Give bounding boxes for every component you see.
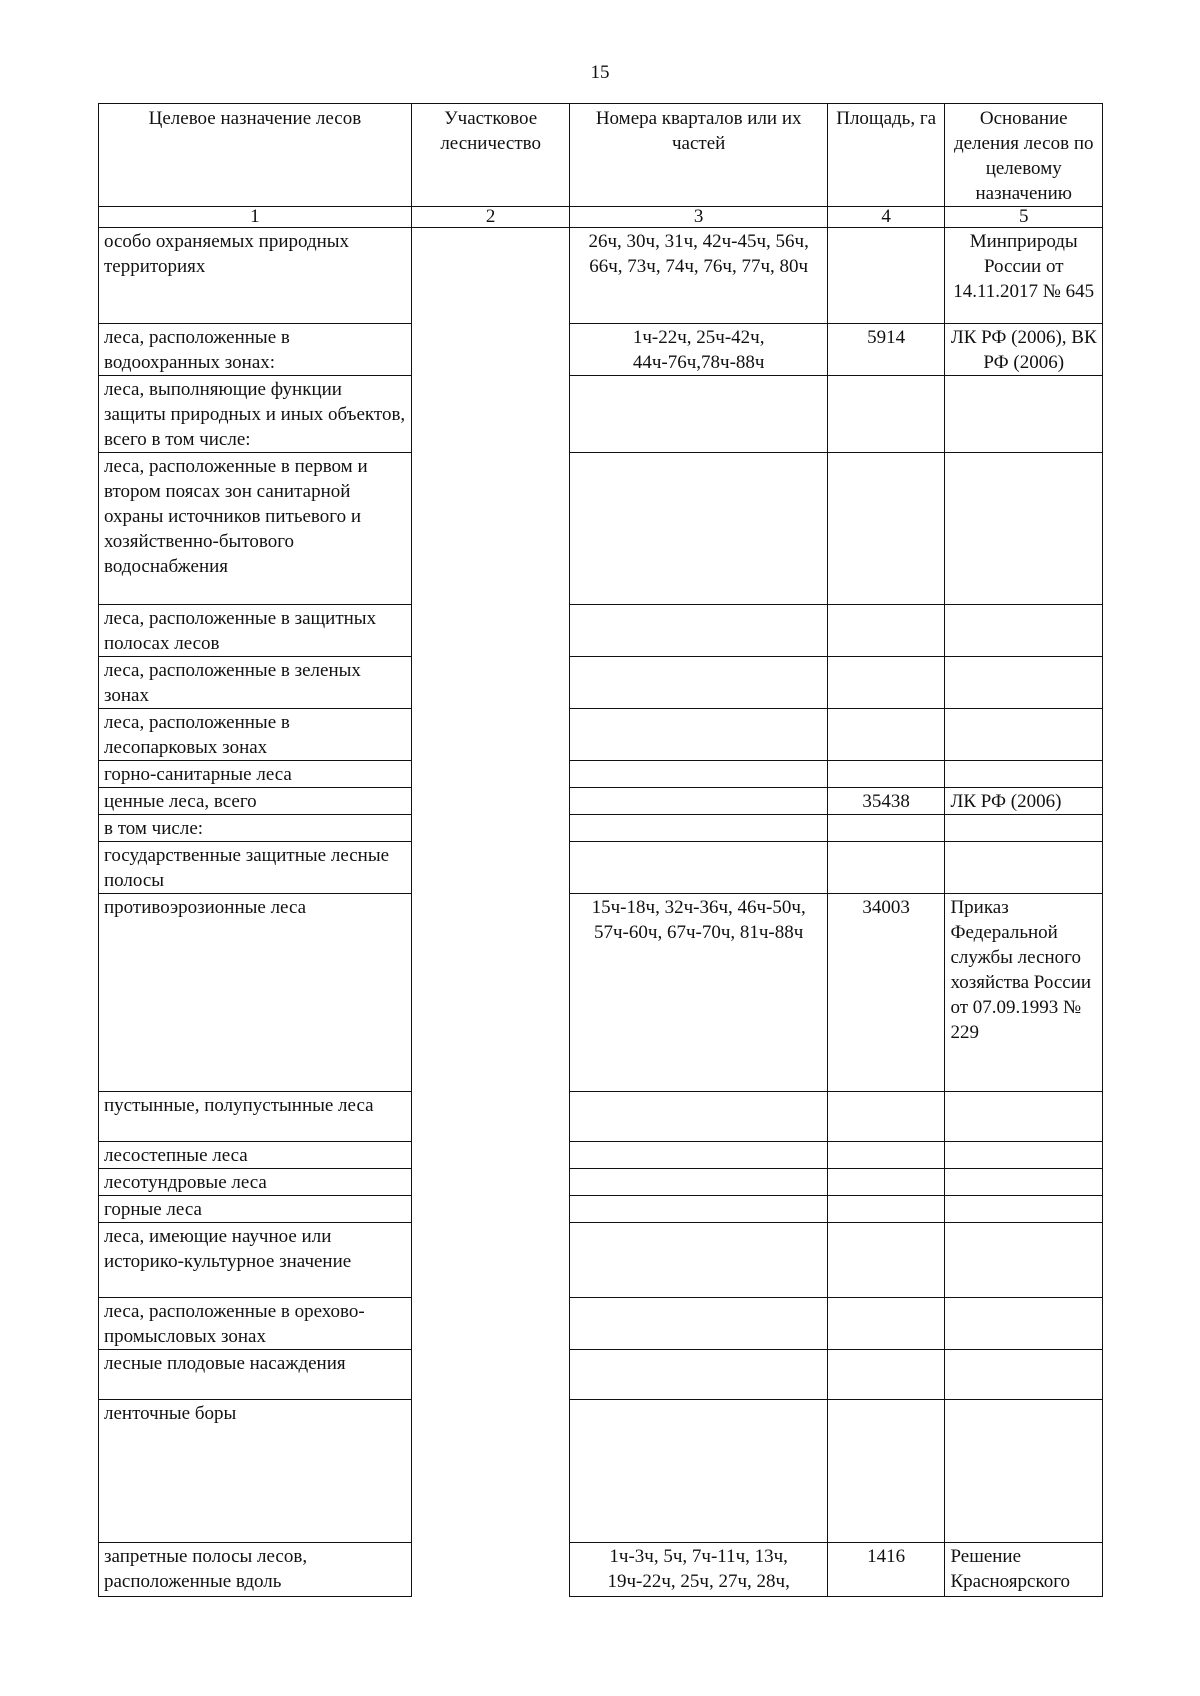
table-row	[99, 842, 1103, 894]
quarters-cell	[570, 1400, 827, 1543]
basis-cell	[945, 376, 1103, 453]
basis-cell	[945, 1298, 1103, 1350]
basis-cell: Минприроды России от 14.11.2017 № 645	[945, 228, 1103, 324]
column-number-5: 5	[945, 207, 1103, 228]
page-number: 15	[590, 62, 610, 83]
quarters-cell	[570, 1169, 827, 1196]
purpose-cell: леса, расположенные в зеленых зонах	[99, 657, 412, 709]
area-cell	[827, 761, 945, 788]
basis-cell	[945, 1196, 1103, 1223]
basis-cell	[945, 815, 1103, 842]
area-cell	[827, 453, 945, 605]
purpose-cell: горные леса	[99, 1196, 412, 1223]
table-row	[99, 228, 1103, 324]
area-cell: 5914	[827, 324, 945, 376]
basis-cell	[945, 842, 1103, 894]
area-cell	[827, 1092, 945, 1142]
area-cell	[827, 1350, 945, 1400]
column-number-row	[99, 207, 1103, 228]
quarters-cell	[570, 605, 827, 657]
purpose-cell: горно-санитарные леса	[99, 761, 412, 788]
purpose-cell: ленточные боры	[99, 1400, 412, 1543]
area-cell	[827, 709, 945, 761]
purpose-cell: леса, расположенные в водоохранных зонах:	[99, 324, 412, 376]
quarters-cell	[570, 657, 827, 709]
area-cell: 1416	[827, 1543, 945, 1597]
area-cell	[827, 1196, 945, 1223]
purpose-cell: леса, имеющие научное или историко-культурное значение	[99, 1223, 412, 1298]
purpose-cell: леса, расположенные в первом и втором поясах зон санитарной охраны источников питьевого и хозяйственно-бытового водоснабжения	[99, 453, 412, 605]
column-number-1: 1	[99, 207, 412, 228]
quarters-cell	[570, 376, 827, 453]
table-row	[99, 1298, 1103, 1350]
column-number-4: 4	[827, 207, 945, 228]
quarters-cell	[570, 761, 827, 788]
quarters-cell	[570, 453, 827, 605]
area-cell	[827, 1298, 945, 1350]
purpose-cell: лесотундровые леса	[99, 1169, 412, 1196]
quarters-cell: 1ч-22ч, 25ч-42ч, 44ч-76ч,78ч-88ч	[570, 324, 827, 376]
quarters-cell	[570, 815, 827, 842]
area-cell	[827, 1169, 945, 1196]
quarters-cell	[570, 1196, 827, 1223]
table-row	[99, 815, 1103, 842]
area-cell	[827, 228, 945, 324]
header-basis: Основание деления лесов по целевому назначению	[945, 104, 1103, 207]
table-row	[99, 453, 1103, 605]
purpose-cell: государственные защитные лесные полосы	[99, 842, 412, 894]
table-row	[99, 657, 1103, 709]
basis-cell: ЛК РФ (2006)	[945, 788, 1103, 815]
purpose-cell: леса, выполняющие функции защиты природных и иных объектов, всего в том числе:	[99, 376, 412, 453]
area-cell	[827, 1223, 945, 1298]
header-row	[99, 104, 1103, 207]
basis-cell: Приказ Федеральной службы лесного хозяйства России от 07.09.1993 № 229	[945, 894, 1103, 1092]
quarters-cell: 15ч-18ч, 32ч-36ч, 46ч-50ч, 57ч-60ч, 67ч-70ч, 81ч-88ч	[570, 894, 827, 1092]
table-row	[99, 709, 1103, 761]
area-cell	[827, 842, 945, 894]
district-cell	[411, 228, 570, 1597]
purpose-cell: особо охраняемых природных территориях	[99, 228, 412, 324]
purpose-cell: леса, расположенные в лесопарковых зонах	[99, 709, 412, 761]
basis-cell	[945, 709, 1103, 761]
header-area: Площадь, га	[827, 104, 945, 207]
header-purpose: Целевое назначение лесов	[99, 104, 412, 207]
table-row	[99, 324, 1103, 376]
header-district: Участковое лесничество	[411, 104, 570, 207]
purpose-cell: противоэрозионные леса	[99, 894, 412, 1092]
table-row	[99, 894, 1103, 1092]
purpose-cell: лесные плодовые насаждения	[99, 1350, 412, 1400]
purpose-cell: пустынные, полупустынные леса	[99, 1092, 412, 1142]
area-cell: 34003	[827, 894, 945, 1092]
basis-cell	[945, 605, 1103, 657]
quarters-cell	[570, 842, 827, 894]
basis-cell	[945, 1169, 1103, 1196]
column-number-2: 2	[411, 207, 570, 228]
quarters-cell	[570, 1298, 827, 1350]
basis-cell: ЛК РФ (2006), ВК РФ (2006)	[945, 324, 1103, 376]
purpose-cell: ценные леса, всего	[99, 788, 412, 815]
header-quarters: Номера кварталов или их частей	[570, 104, 827, 207]
table-row	[99, 1169, 1103, 1196]
quarters-cell	[570, 1092, 827, 1142]
basis-cell	[945, 657, 1103, 709]
quarters-cell: 26ч, 30ч, 31ч, 42ч-45ч, 56ч, 66ч, 73ч, 74ч, 76ч, 77ч, 80ч	[570, 228, 827, 324]
purpose-cell: запретные полосы лесов, расположенные вдоль	[99, 1543, 412, 1597]
quarters-cell: 1ч-3ч, 5ч, 7ч-11ч, 13ч, 19ч-22ч, 25ч, 27ч, 28ч,	[570, 1543, 827, 1597]
table-row	[99, 1092, 1103, 1142]
area-cell	[827, 815, 945, 842]
purpose-cell: в том числе:	[99, 815, 412, 842]
basis-cell	[945, 761, 1103, 788]
quarters-cell	[570, 1350, 827, 1400]
basis-cell	[945, 1350, 1103, 1400]
table-row	[99, 1543, 1103, 1597]
basis-cell	[945, 1400, 1103, 1543]
purpose-cell: леса, расположенные в орехово-промысловых зонах	[99, 1298, 412, 1350]
table-row	[99, 376, 1103, 453]
table-row	[99, 1223, 1103, 1298]
area-cell	[827, 605, 945, 657]
forest-purpose-table	[98, 103, 1103, 1597]
quarters-cell	[570, 1223, 827, 1298]
area-cell	[827, 376, 945, 453]
purpose-cell: леса, расположенные в защитных полосах лесов	[99, 605, 412, 657]
basis-cell: Решение Красноярского	[945, 1543, 1103, 1597]
basis-cell	[945, 1142, 1103, 1169]
purpose-cell: лесостепные леса	[99, 1142, 412, 1169]
area-cell: 35438	[827, 788, 945, 815]
table-row	[99, 1196, 1103, 1223]
quarters-cell	[570, 1142, 827, 1169]
table-row	[99, 1350, 1103, 1400]
area-cell	[827, 657, 945, 709]
quarters-cell	[570, 709, 827, 761]
table-row	[99, 605, 1103, 657]
table-row	[99, 1400, 1103, 1543]
basis-cell	[945, 453, 1103, 605]
table-row	[99, 761, 1103, 788]
table-row	[99, 1142, 1103, 1169]
basis-cell	[945, 1092, 1103, 1142]
table-row	[99, 788, 1103, 815]
basis-cell	[945, 1223, 1103, 1298]
quarters-cell	[570, 788, 827, 815]
area-cell	[827, 1400, 945, 1543]
column-number-3: 3	[570, 207, 827, 228]
area-cell	[827, 1142, 945, 1169]
